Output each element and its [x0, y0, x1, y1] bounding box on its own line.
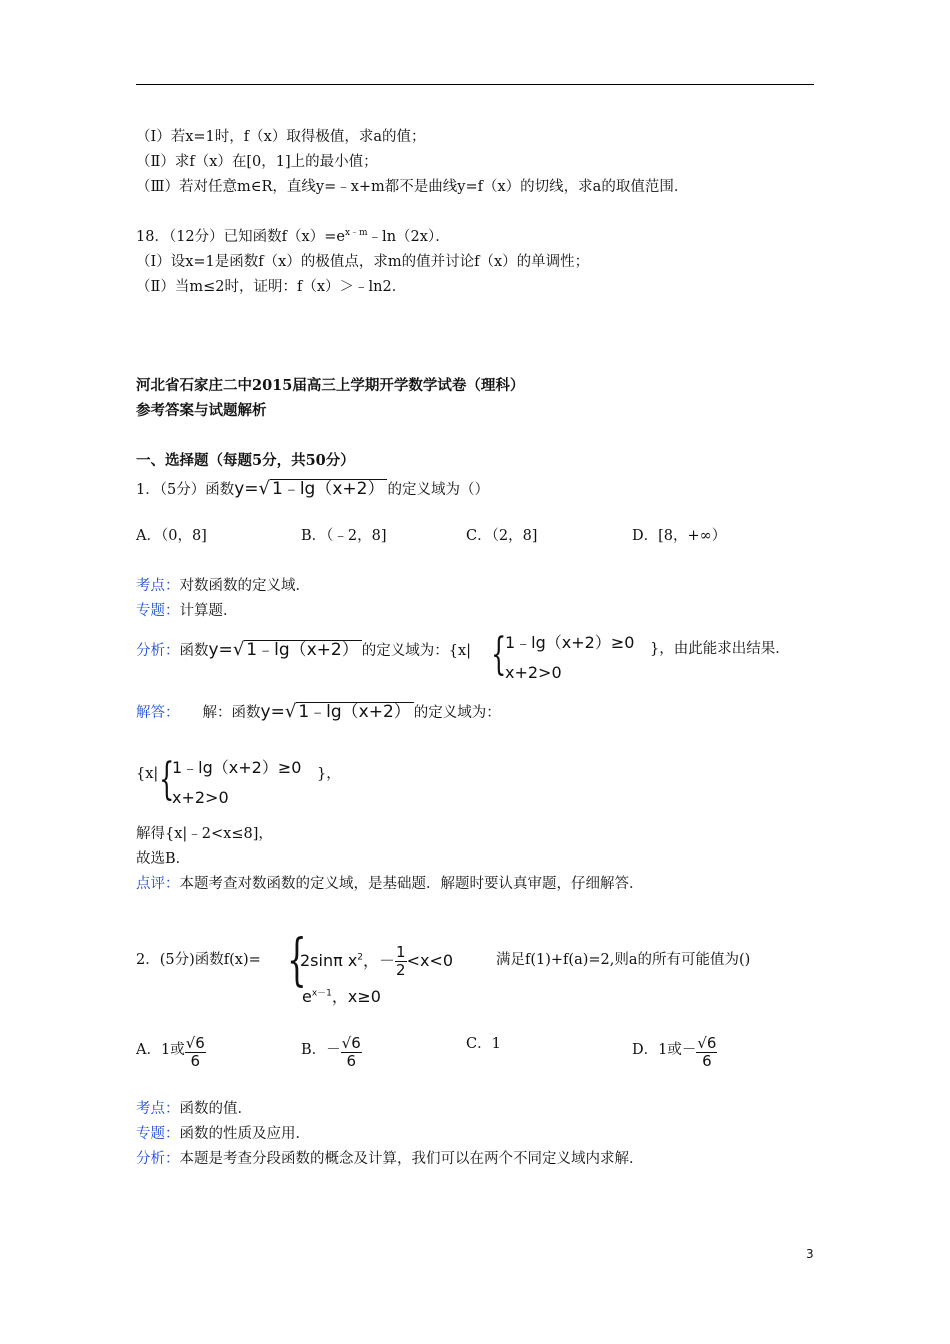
q18-exponent: x﹣m — [344, 228, 368, 239]
q2-stem-prefix: 2．(5分)函数f(x)= — [136, 952, 261, 968]
q1-sqrt: 1﹣lg（x+2） — [270, 479, 387, 498]
q2-half-fraction: $\frac{1}{2}$ — [396, 943, 406, 979]
q1-jieda-set-close: }， — [317, 766, 341, 782]
q2-kaodian: 考点：函数的值． — [136, 1101, 252, 1117]
q2-brace: { — [287, 928, 307, 993]
q1-jieda-sys-1: 1﹣lg（x+2）≥0 — [172, 758, 302, 777]
q1-fenxi: 分析：函数y=√ 1﹣lg（x+2） 的定义域为：{x| — [136, 639, 472, 660]
q2-zhuanti: 专题：函数的性质及应用． — [136, 1126, 310, 1142]
q1-jieda: 解答： 解：函数y=√ 1﹣lg（x+2） 的定义域为： — [136, 701, 501, 722]
q1-fenxi-sys-2: x+2>0 — [505, 663, 562, 682]
q2-option-b: B．－ $\frac{√6}{6}$ — [301, 1034, 361, 1070]
answer-title: 河北省石家庄二中2015届高三上学期开学数学试卷（理科） — [136, 377, 525, 394]
page-number: 3 — [806, 1247, 814, 1261]
q1-solve-line: 解得{x|﹣2<x≤8]， — [136, 826, 273, 842]
q2-piece-1: 2sinπ $x^2$，－ $\frac{1}{2}$ <x<0 — [300, 943, 454, 979]
q1-choose-line: 故选B． — [136, 851, 191, 867]
q1-fenxi-brace: { — [491, 629, 507, 680]
q1-kaodian: 考点：对数函数的定义域． — [136, 578, 310, 594]
q17-part-2: （Ⅱ）求f（x）在[0，1]上的最小值； — [136, 154, 378, 170]
section-title: 一、选择题（每题5分，共50分） — [136, 452, 355, 469]
q1-option-c: C．（2，8] — [466, 528, 538, 544]
q1-jieda-set-open: {x| — [136, 766, 159, 782]
q17-part-1: （Ⅰ）若x=1时，f（x）取得极值，求a的值； — [136, 129, 426, 145]
q1-option-d: D．[8，+∞） — [632, 528, 727, 544]
q2-fenxi: 分析：本题是考查分段函数的概念及计算，我们可以在两个不同定义域内求解． — [136, 1151, 644, 1167]
q18-part-2: （Ⅱ）当m≤2时，证明：f（x）＞﹣ln2． — [136, 279, 407, 295]
q1-jieda-sys-2: x+2>0 — [172, 788, 229, 807]
q2-option-d: D．1或－ $\frac{√6}{6}$ — [632, 1034, 717, 1070]
answer-subtitle: 参考答案与试题解析 — [136, 402, 267, 419]
q2-piece-2: $e^{x-1}$，x≥0 — [302, 987, 381, 1006]
q18-part-1: （Ⅰ）设x=1是函数f（x）的极值点，求m的值并讨论f（x）的单调性； — [136, 254, 590, 270]
q1-jieda-brace: { — [159, 754, 175, 805]
q1-option-b: B．（﹣2，8] — [301, 528, 387, 544]
q1-zhuanti: 专题：计算题． — [136, 603, 238, 619]
q2-option-c: C．1 — [466, 1036, 501, 1052]
q2-option-a: A．1或 $\frac{√6}{6}$ — [136, 1034, 205, 1070]
q1-fenxi-sys-1: 1﹣lg（x+2）≥0 — [505, 633, 635, 652]
q1-option-a: A．（0，8] — [136, 528, 207, 544]
header-rule — [136, 84, 814, 85]
q18-stem: 18．（12分）已知函数$f(x)=e^{x﹣m}﹣\ln(2x)$． — [136, 228, 450, 245]
q1-fenxi-suffix: }，由此能求出结果． — [650, 641, 790, 657]
q1-dianping: 点评：本题考查对数函数的定义域，是基础题．解题时要认真审题，仔细解答． — [136, 876, 644, 892]
q17-part-3: （Ⅲ）若对任意m∈R，直线y=﹣x+m都不是曲线y=f（x）的切线，求a的取值范围． — [136, 179, 689, 195]
q1-stem: 1．（5分）函数y=√ 1﹣lg（x+2） 的定义域为（） — [136, 478, 489, 499]
q2-stem-suffix: 满足f(1)+f(a)=2,则a的所有可能值为() — [496, 952, 751, 968]
